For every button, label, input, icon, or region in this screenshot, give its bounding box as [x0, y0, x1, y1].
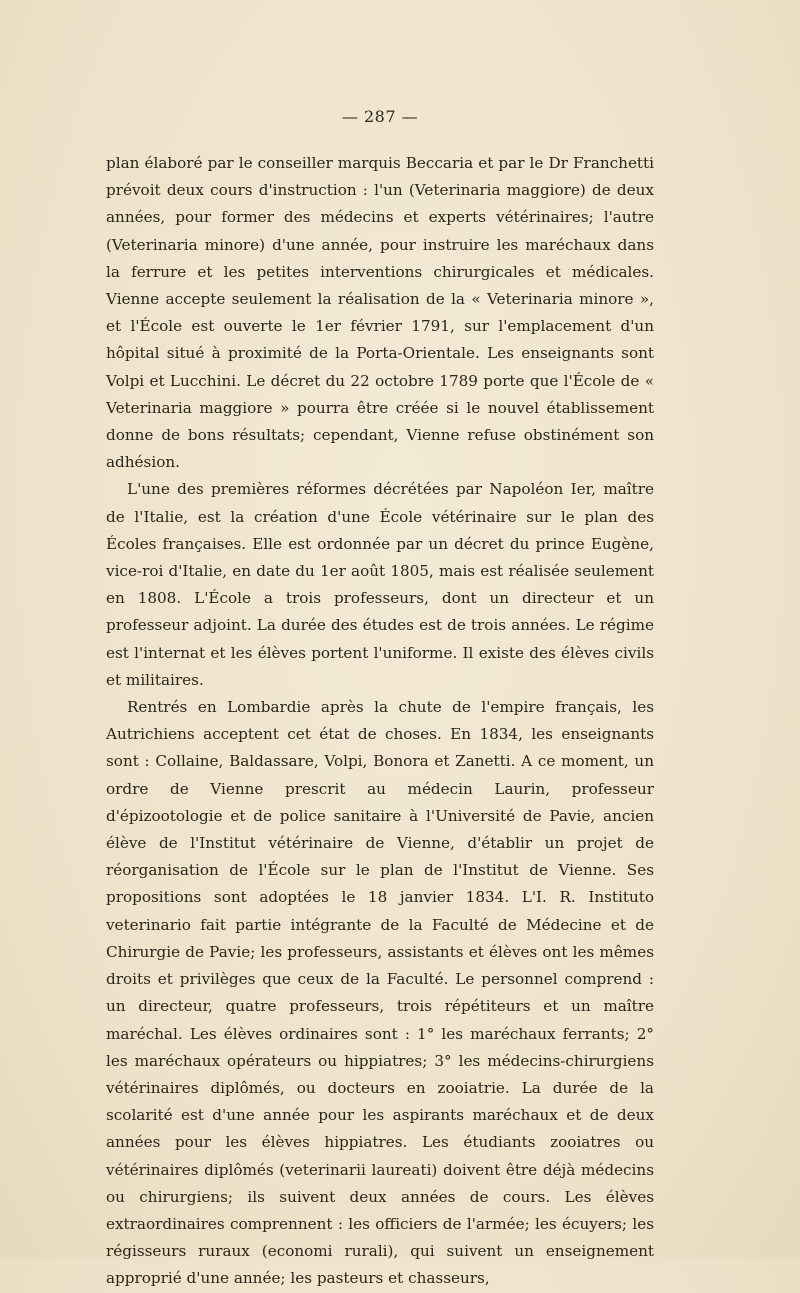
paragraph-1: plan élaboré par le conseiller marquis Beccaria et par le Dr Franchetti prévoit deux cours d'instruction : l'un (Veterinaria maggiore) de deux années, pour former des médecins et experts vétérinaires; l'autre (Veterinaria minore) d'une année, pour instruire les maréchaux dans la ferrure et les petites interventions chirurgicales et médicales. Vienne accepte seulement la réalisation de la « Veterinaria minore », et l'École est ouverte le 1er février 1791, sur l'emplacement d'un hôpital situé à proximité de la Porta-Orientale. Les enseignants sont Volpi et Lucchini. Le décret du 22 octobre 1789 porte que l'École de « Veterinaria maggiore » pourra être créée si le nouvel établissement donne de bons résultats; cependant, Vienne refuse obstinément son adhésion. — [106, 154, 654, 472]
body-text — [106, 150, 654, 1293]
page-number: — 287 — — [341, 107, 419, 126]
paragraph-3: Rentrés en Lombardie après la chute de l'empire français, les Autrichiens acceptent cet état de choses. En 1834, les enseignants sont : Collaine, Baldassare, Volpi, Bonora et Zanetti. A ce moment, un ordre de Vienne prescrit au médecin Laurin, professeur d'épizootologie et de police sanitaire à l'Université de Pavie, ancien élève de l'Institut vétérinaire de Vienne, d'établir un projet de réorganisation de l'École sur le plan de l'Institut de Vienne. Ses propositions sont adoptées le 18 janvier 1834. L'I. R. Instituto veterinario fait partie intégrante de la Faculté de Médecine et de Chirurgie de Pavie; les professeurs, assistants et élèves ont les mêmes droits et privilèges que ceux de la Faculté. Le personnel comprend : un directeur, quatre professeurs, trois répétiteurs et un maître maréchal. Les élèves ordinaires sont : 1° les maréchaux ferrants; 2° les maréchaux opérateurs ou hippiatres; 3° les médecins-chirurgiens vétérinaires diplômés, ou docteurs en zooiatrie. La durée de la scolarité est d'une année pour les aspirants maréchaux et de deux années pour les élèves hippiatres. Les étudiants zooiatres ou vétérinaires diplômés (veterinarii laureati) doivent être déjà médecins ou chirurgiens; ils suivent deux années de cours. Les élèves extraordinaires comprennent : les officiers de l'armée; les écuyers; les régisseurs ruraux (economi rurali), qui suivent un enseignement approprié d'une année; les pasteurs et chasseurs, — [106, 698, 654, 1288]
paragraph-2: L'une des premières réformes décrétées par Napoléon Ier, maître de l'Italie, est la création d'une École vétérinaire sur le plan des Écoles françaises. Elle est ordonnée par un décret du prince Eugène, vice-roi d'Italie, en date du 1er août 1805, mais est réalisée seulement en 1808. L'École a trois professeurs, dont un directeur et un professeur adjoint. La durée des études est de trois années. Le régime est l'internat et les élèves portent l'uniforme. Il existe des élèves civils et militaires. — [106, 480, 654, 689]
